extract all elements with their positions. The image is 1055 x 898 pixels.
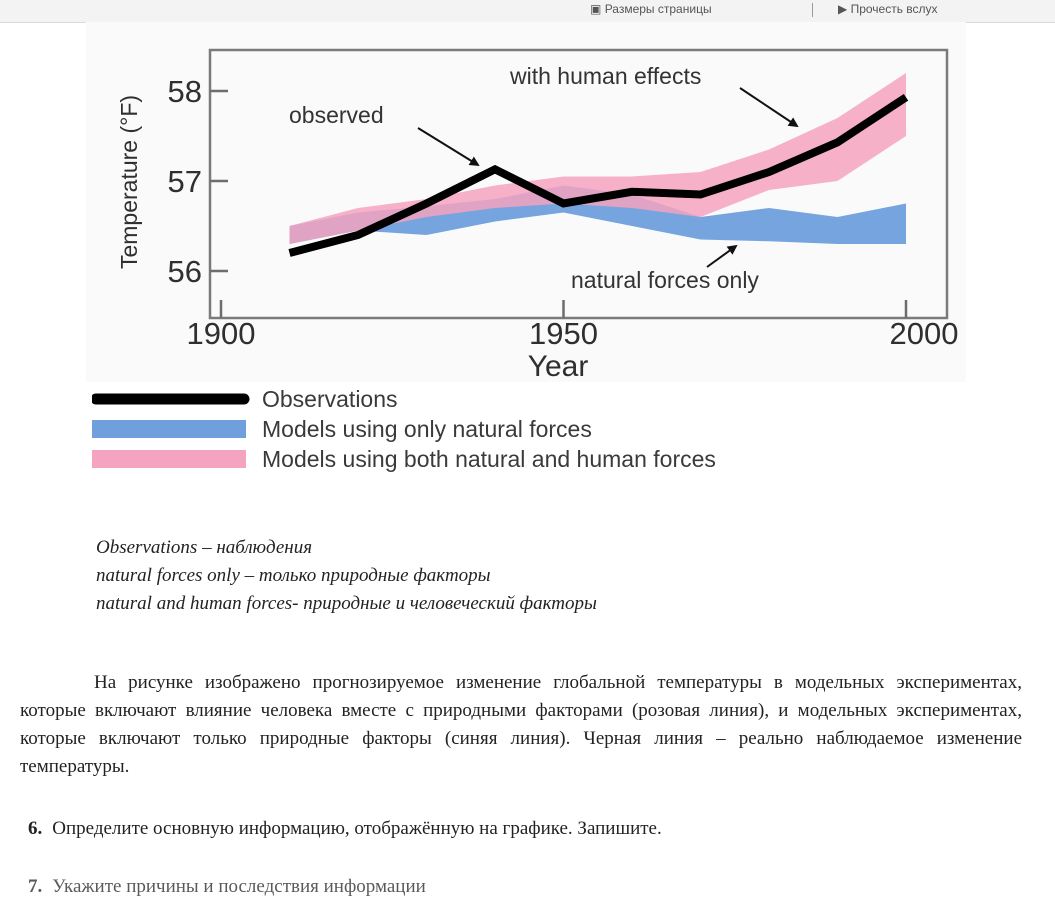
toolbar-divider <box>812 3 813 17</box>
annotation-label: observed <box>289 102 384 128</box>
y-tick-label: 56 <box>168 254 202 289</box>
question-number: 7. <box>28 876 42 897</box>
temperature-chart <box>0 22 1055 382</box>
read-aloud-icon: ▶ <box>838 2 847 16</box>
read-aloud-label: Прочесть вслух <box>851 2 938 16</box>
question-text: Определите основную информацию, отображённую на графике. Запишите. <box>52 818 662 839</box>
legend-swatch-observations <box>92 386 252 416</box>
annotation-label: with human effects <box>509 63 701 89</box>
x-axis-label: Year <box>528 350 589 382</box>
legend-label: Observations <box>262 386 398 413</box>
legend-swatch-natural <box>92 416 252 446</box>
x-tick-label: 1950 <box>529 316 598 351</box>
x-tick-label: 1900 <box>187 316 256 351</box>
glossary <box>96 534 597 618</box>
glossary-line: Observations – наблюдения <box>96 534 597 562</box>
page-size-label: Размеры страницы <box>605 2 712 16</box>
annotation-label: natural forces only <box>571 267 759 293</box>
question-7 <box>28 876 426 898</box>
page-size-icon: ▣ <box>590 2 601 16</box>
glossary-line: natural forces only – только природные факторы <box>96 562 597 590</box>
y-tick-label: 57 <box>168 164 202 199</box>
legend-swatch-human <box>92 446 252 476</box>
legend-label: Models using only natural forces <box>262 416 592 443</box>
reader-toolbar <box>0 0 1055 23</box>
description-paragraph: На рисунке изображено прогнозируемое изменение глобальной температуры в модельных экспериментах, которые включают влияние человека вместе с природными факторами (розовая линия), и модельных экспериментах, которые включают только природные факторы (синяя линия). Черная линия – реально наблюдаемое изменение температуры. <box>20 669 1022 781</box>
question-number: 6. <box>28 818 42 839</box>
read-aloud-button[interactable] <box>838 2 938 16</box>
y-tick-label: 58 <box>168 74 202 109</box>
question-6 <box>28 818 662 840</box>
y-axis-label: Temperature (°F) <box>116 95 142 269</box>
page-size-button[interactable] <box>590 2 712 16</box>
legend-label: Models using both natural and human forces <box>262 446 716 473</box>
question-text: Укажите причины и последствия информации <box>52 876 426 897</box>
x-tick-label: 2000 <box>890 316 959 351</box>
glossary-line: natural and human forces- природные и человеческий факторы <box>96 590 597 618</box>
